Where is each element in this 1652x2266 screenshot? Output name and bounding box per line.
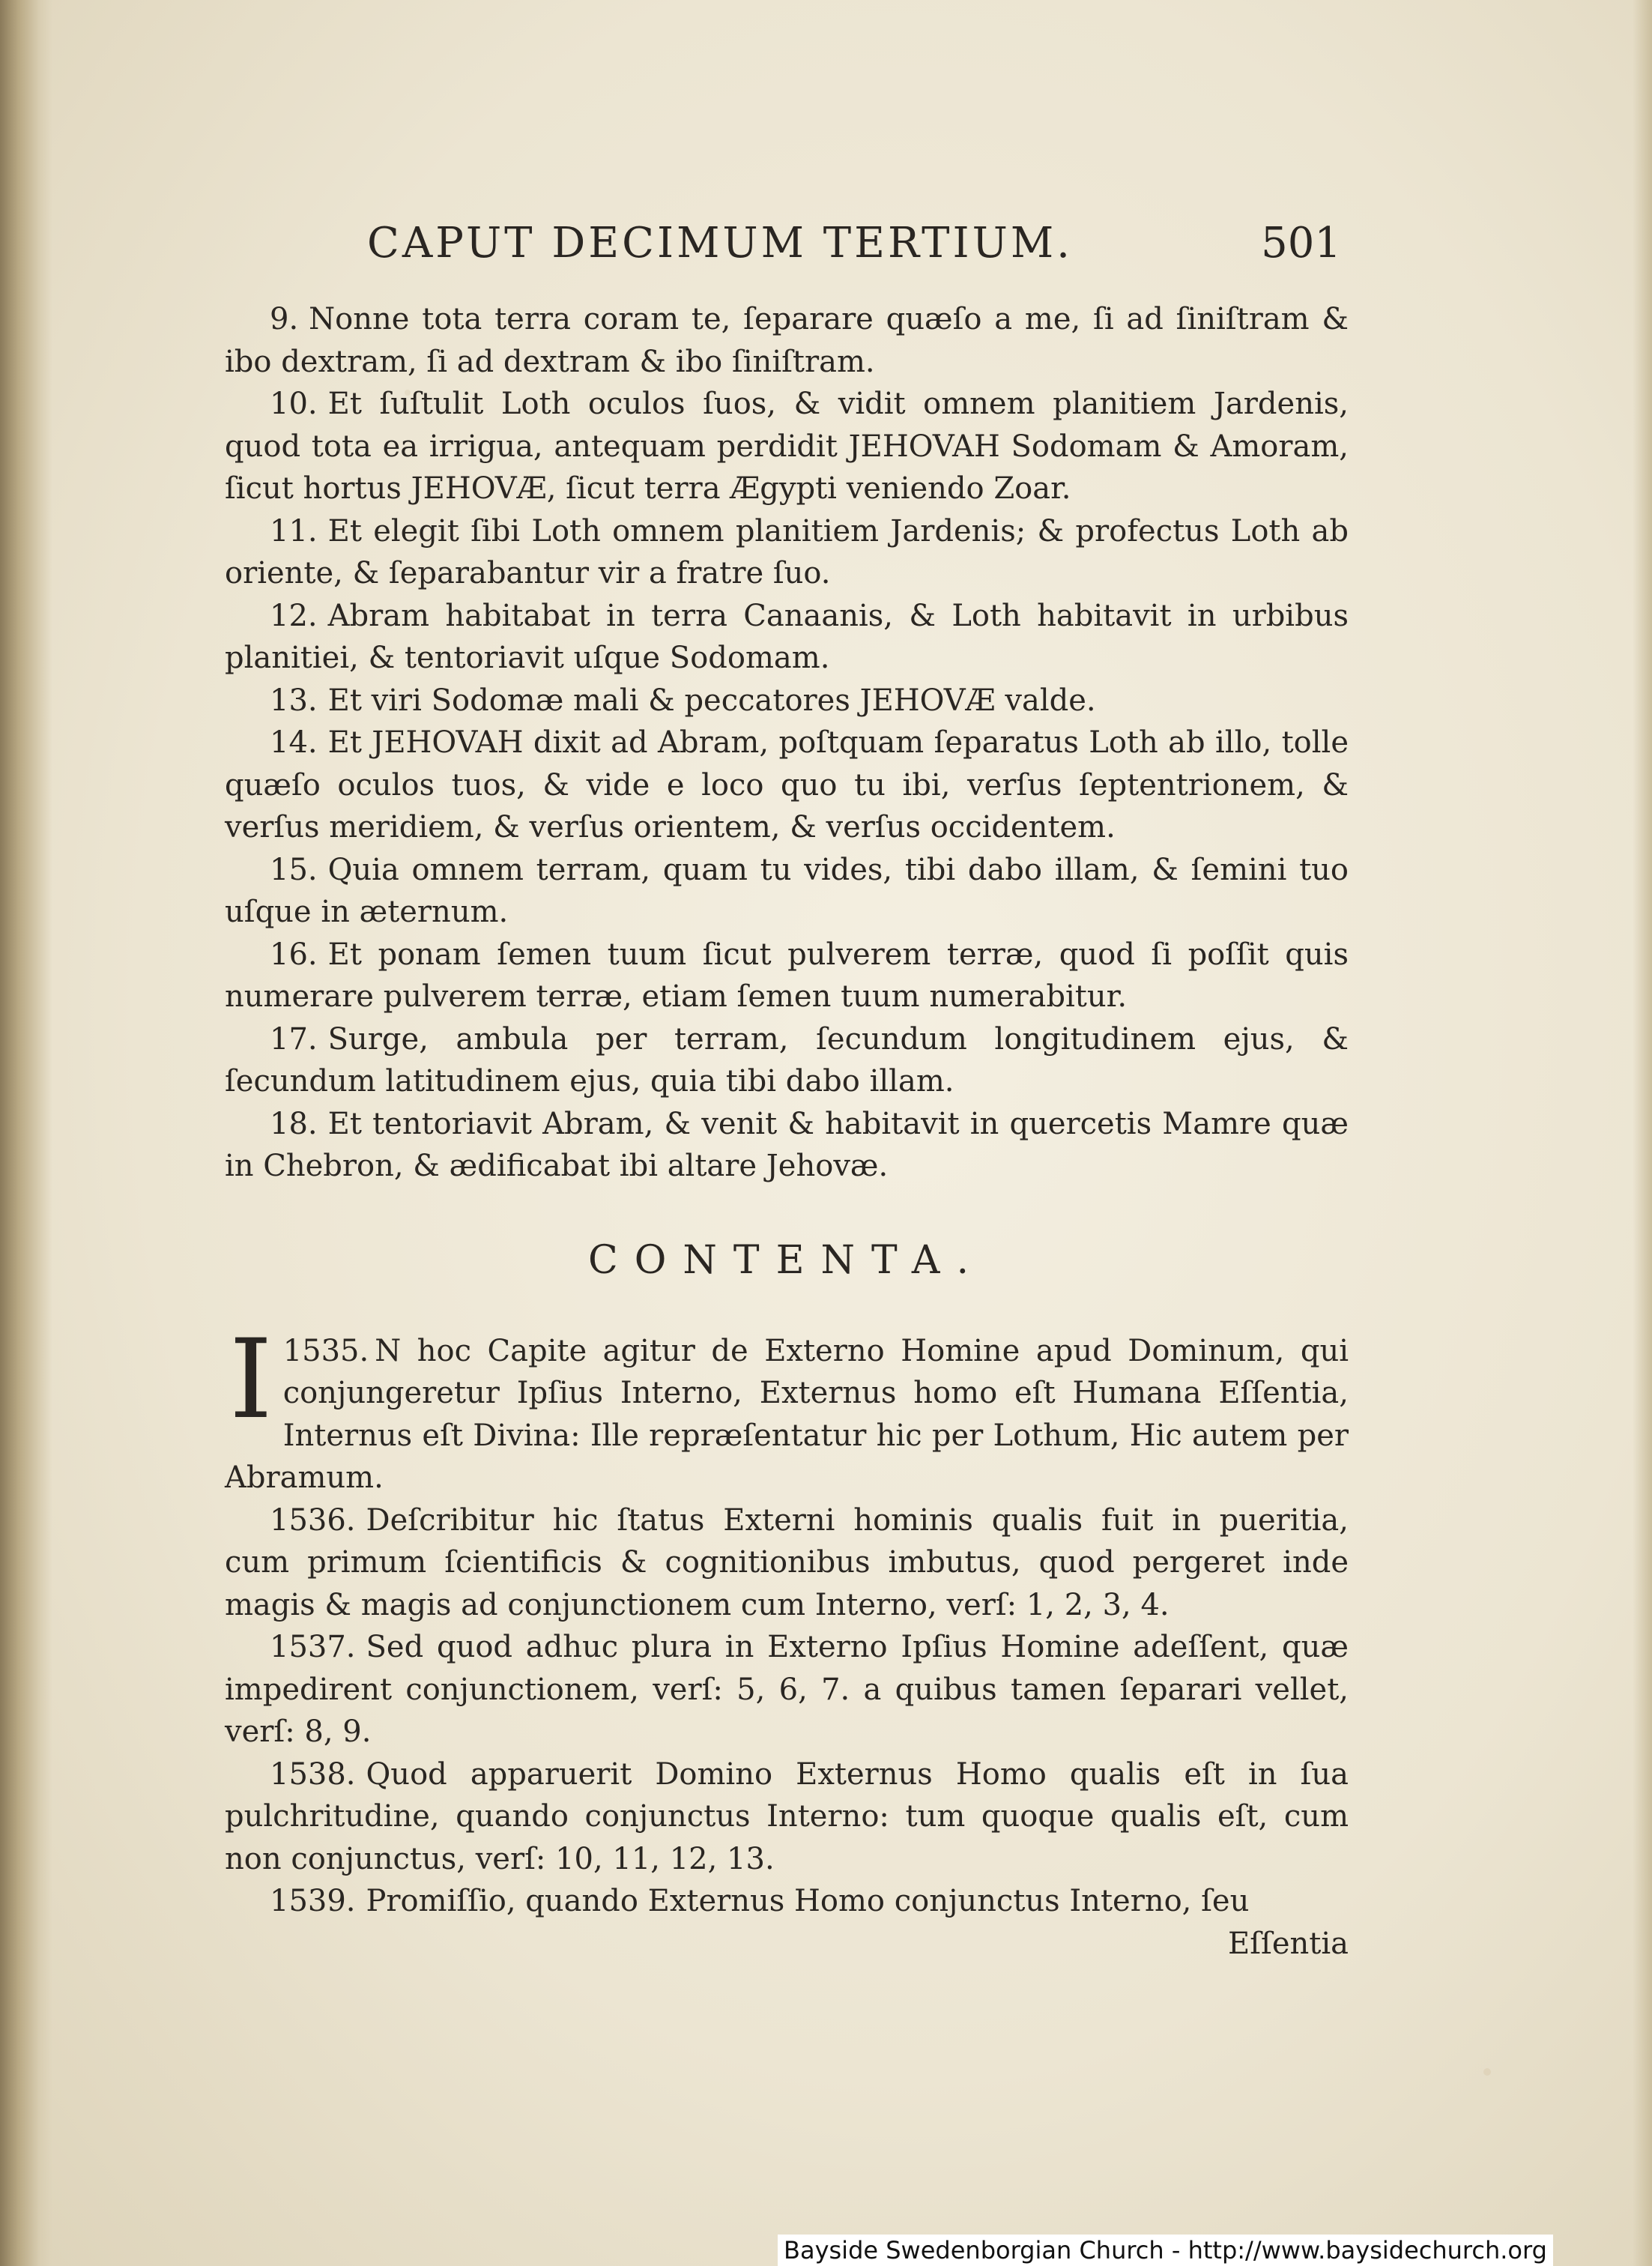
verse-number: 13. [270, 683, 318, 718]
contenta-paragraph [225, 1315, 1349, 1499]
verse [225, 1103, 1349, 1188]
verse-text: Quia omnem terram, quam tu vides, tibi dabo illam, & ſemini tuo uſque in æternum. [225, 852, 1349, 929]
contenta-paragraph [225, 1753, 1349, 1881]
verse-text: Et tentoriavit Abram, & venit & habitavit in quercetis Mamre quæ in Chebron, & ædificabat ibi altare Jehovæ. [225, 1106, 1349, 1183]
verse-number: 17. [270, 1021, 318, 1057]
contenta-paragraph [225, 1499, 1349, 1627]
page-number: 501 [1261, 219, 1341, 268]
paragraph-text: Sed quod adhuc plura in Externo Ipſius Homine adeſſent, quæ impedirent conjunctionem, verſ: 5, 6, 7. a quibus tamen ſeparari vellet, verſ: 8, 9. [225, 1630, 1349, 1749]
page-edge-shadow [1633, 0, 1652, 2266]
paragraph-number: 1535. [282, 1333, 369, 1368]
verse-number: 16. [270, 937, 318, 972]
verse-number: 10. [270, 387, 318, 421]
paragraph-number: 1538. [270, 1756, 356, 1792]
verse-number: 14. [270, 725, 318, 760]
paper-spot [1483, 2068, 1491, 2076]
verse [225, 934, 1349, 1018]
verse [225, 1018, 1349, 1103]
contenta-section [225, 1315, 1349, 1966]
verse-text: Abram habitabat in terra Canaanis, & Loth habitavit in urbibus planitiei, & tentoriavit uſque Sodomam. [225, 598, 1349, 675]
source-watermark[interactable]: Bayside Swedenborgian Church - http://www.baysidechurch.org [778, 2235, 1553, 2266]
verse [225, 680, 1349, 722]
verse-text: Et JEHOVAH dixit ad Abram, poſtquam ſeparatus Loth ab illo, tolle quæſo oculos tuos, & vide e loco quo tu ibi, verſus ſeptentrionem, & verſus meridiem, & verſus orientem, & verſus occidentem. [225, 725, 1349, 845]
verses-section [225, 298, 1349, 1188]
page-gutter-shadow [0, 0, 52, 2266]
paragraph-text: N hoc Capite agitur de Externo Homine apud Dominum, qui conjungeretur Ipſius Interno, Externus homo eſt Humana Eſſentia, Internus eſt Divina: Ille repræſentatur hic per Lothum, Hic autem per Abramum. [225, 1333, 1349, 1495]
verse [225, 849, 1349, 934]
catchword: Eſſentia [1228, 1926, 1349, 1961]
page-body [225, 298, 1349, 1965]
contenta-paragraph [225, 1880, 1349, 1923]
paragraph-text: Deſcribitur hic ſtatus Externi hominis qualis fuit in pueritia, cum primum ſcientificis & cognitionibus imbutus, quod pergeret inde magis & magis ad conjunctionem cum Interno, verſ: 1, 2, 3, 4. [225, 1502, 1349, 1622]
verse-number: 15. [270, 852, 318, 887]
verse-text: Et ponam ſemen tuum ſicut pulverem terræ, quod ſi poſſit quis numerare pulverem terræ, etiam ſemen tuum numerabitur. [225, 937, 1349, 1014]
verse-number: 18. [270, 1106, 318, 1141]
paragraph-text: Promiſſio, quando Externus Homo conjunctus Interno, ſeu [366, 1884, 1250, 1918]
paragraph-number: 1539. [270, 1884, 356, 1918]
paragraph-text: Quod apparuerit Domino Externus Homo qualis eſt in ſua pulchritudine, quando conjunctus Interno: tum quoque qualis eſt, cum non conjunctus, verſ: 10, 11, 12, 13. [225, 1756, 1349, 1876]
verse [225, 383, 1349, 510]
verse [225, 298, 1349, 383]
verse-number: 12. [270, 598, 318, 633]
verse-text: Et viri Sodomæ mali & peccatores JEHOVÆ valde. [327, 683, 1096, 718]
verse-text: Et ſuſtulit Loth oculos ſuos, & vidit omnem planitiem Jardenis, quod tota ea irrigua, antequam perdidit JEHOVAH Sodomam & Amoram, ſicut hortus JEHOVÆ, ſicut terra Ægypti veniendo Zoar. [225, 387, 1349, 506]
paragraph-number: 1537. [270, 1630, 356, 1664]
verse [225, 510, 1349, 595]
verse [225, 722, 1349, 849]
drop-cap: I [229, 1315, 273, 1443]
verse-text: Surge, ambula per terram, ſecundum longitudinem ejus, & ſecundum latitudinem ejus, quia tibi dabo illam. [225, 1021, 1349, 1099]
paragraph-number: 1536. [270, 1502, 356, 1538]
verse [225, 595, 1349, 680]
page-header [367, 210, 1341, 277]
verse-text: Nonne tota terra coram te, ſeparare quæſo a me, ſi ad ſiniſtram & ibo dextram, ſi ad dextram & ibo ſiniſtram. [225, 302, 1349, 379]
contenta-paragraph [225, 1626, 1349, 1753]
verse-number: 11. [270, 513, 318, 549]
running-title: CAPUT DECIMUM TERTIUM. [367, 219, 1073, 268]
verse-number: 9. [270, 302, 299, 336]
section-heading: CONTENTA. [588, 1237, 985, 1283]
verse-text: Et elegit ſibi Loth omnem planitiem Jardenis; & profectus Loth ab oriente, & ſeparabantur vir a fratre ſuo. [225, 513, 1349, 590]
